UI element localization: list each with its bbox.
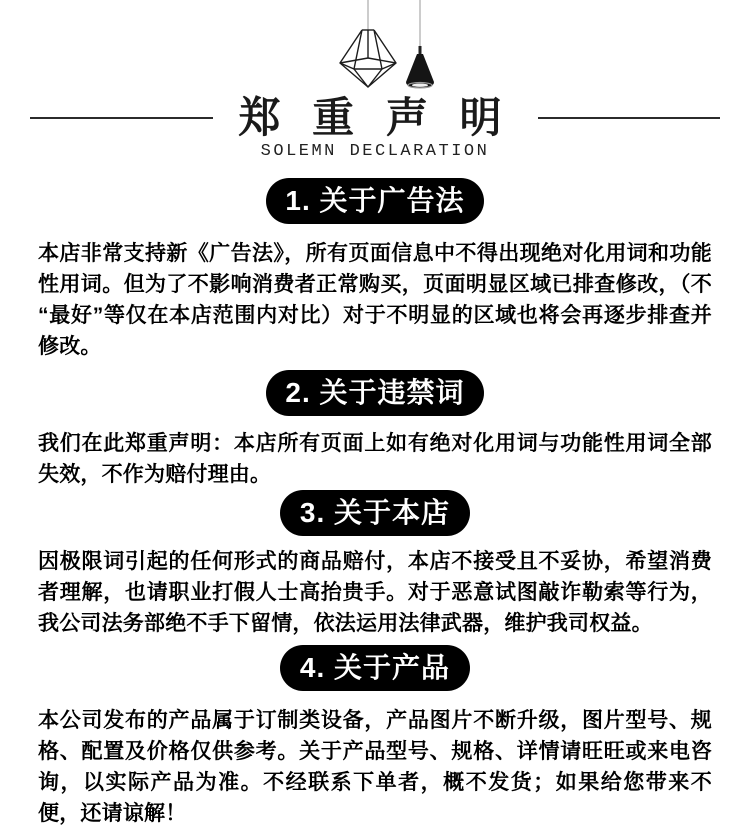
section-banned-words (0, 370, 750, 490)
section-about-products (0, 645, 750, 829)
section-body-about-products: 本公司发布的产品属于订制类设备，产品图片不断升级，图片型号、规格、配置及价格仅供参考。关于产品型号、规格、详情请旺旺或来电咨询，以实际产品为准。不经联系下单者，概不发货；如果给您带来不便，还请谅解！ (38, 709, 712, 825)
section-badge-banned-words: 2. 关于违禁词 (266, 370, 483, 416)
section-body-banned-words: 我们在此郑重声明：本店所有页面上如有绝对化用词与功能性用词全部失效，不作为赔付理由。 (38, 432, 712, 486)
section-body-advertising-law: 本店非常支持新《广告法》，所有页面信息中不得出现绝对化用词和功能性用词。但为了不影响消费者正常购买，页面明显区域已排查修改，（不“最好”等仅在本店范围内对比）对于不明显的区域也将会再逐步排查并修改。 (38, 242, 712, 358)
section-advertising-law (0, 178, 750, 362)
cone-pendant-lamp-icon (406, 0, 434, 88)
section-body-about-store: 因极限词引起的任何形式的商品赔付，本店不接受且不妥协，希望消费者理解，也请职业打假人士高抬贵手。对于恶意试图敲诈勒索等行为，我公司法务部绝不手下留情，依法运用法律武器，维护我司权益。 (38, 550, 712, 635)
section-badge-advertising-law: 1. 关于广告法 (266, 178, 483, 224)
section-badge-about-products: 4. 关于产品 (280, 645, 470, 691)
page-subtitle: SOLEMN DECLARATION (260, 142, 490, 161)
pendant-lamps-illustration (0, 0, 750, 92)
title-row (0, 96, 750, 140)
page-title: 郑 重 声 明 (238, 94, 512, 141)
section-badge-about-store: 3. 关于本店 (280, 490, 470, 536)
title-left-rule (30, 117, 213, 119)
section-about-store (0, 490, 750, 639)
diamond-wire-pendant-lamp-icon (340, 0, 396, 87)
title-right-rule (538, 117, 721, 119)
